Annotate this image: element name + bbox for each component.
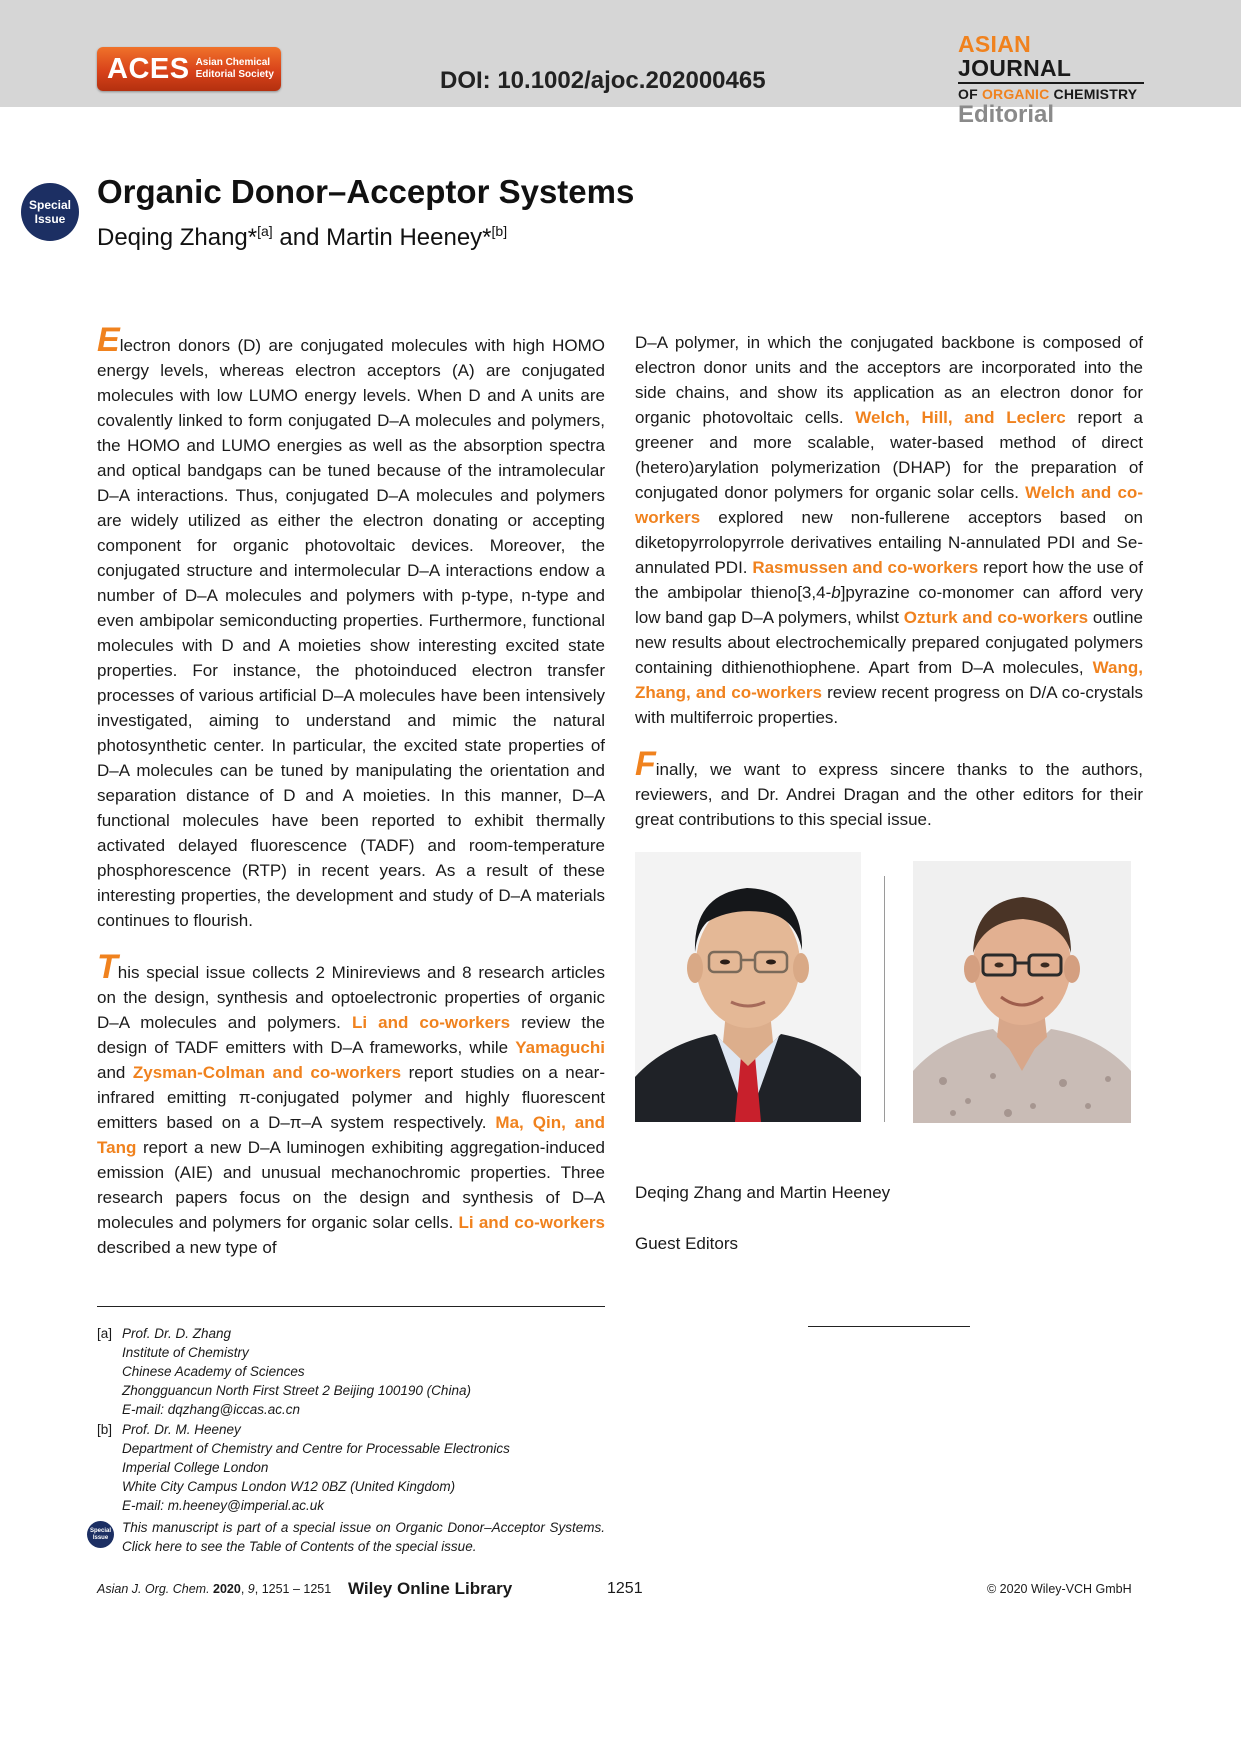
citation-journal: Asian J. Org. Chem. (97, 1582, 210, 1596)
aces-logo-sub-line1: Asian Chemical (195, 57, 271, 68)
paragraph-text: his special issue collects 2 Minireviews and 8 research articles on the design, synthesis and optoelectronic properties of organic D–A molecules and polymers. (97, 963, 605, 1032)
author-heeney[interactable]: Martin Heeney* (326, 224, 492, 251)
guest-editor-role: Guest Editors (635, 1234, 738, 1253)
paragraph-text: D–A polymer, in which the conjugated backbone is composed of electron donor units and the acceptors are incorporated into the side chains, and show its application as an electron donor for organic photovoltaic cells. (635, 333, 1143, 427)
drop-cap: F (635, 745, 656, 783)
author-heeney-affiliation: [b] (491, 223, 508, 239)
copyright: © 2020 Wiley-VCH GmbH (987, 1582, 1132, 1596)
footnote-rule (97, 1306, 605, 1307)
affiliation-email[interactable]: E-mail: dqzhang@iccas.ac.cn (122, 1402, 301, 1417)
journal-logo-journal: JOURNAL (958, 55, 1072, 81)
page-number: 1251 (607, 1580, 643, 1597)
paragraph-text: report a greener and more scalable, water-based method of direct (hetero)arylation polymerization (DHAP) for the preparation of conjugated donor polymers for organic solar cells. (635, 408, 1144, 502)
author-zhang[interactable]: Deqing Zhang* (97, 224, 258, 251)
photo-deqing-zhang (635, 852, 861, 1122)
author-conjunction: and (272, 224, 327, 251)
special-issue-badge-line1: Special (28, 198, 72, 212)
affiliation-a (97, 1324, 605, 1419)
article-reference-link[interactable]: Ozturk and co-workers (903, 608, 1089, 627)
portrait-illustration (913, 861, 1131, 1123)
article-reference-link[interactable]: Yamaguchi (515, 1038, 605, 1057)
paragraph-text: review recent progress on D/A co-crystals with multiferroic properties. (635, 683, 1143, 727)
affiliation-email[interactable]: E-mail: m.heeney@imperial.ac.uk (122, 1498, 325, 1513)
paragraph-intro (97, 321, 605, 933)
wiley-online-library-link[interactable]: Wiley Online Library (348, 1579, 513, 1598)
author-line (97, 223, 507, 252)
paragraph-text: report a new D–A luminogen exhibiting aggregation-induced emission (AIE) and unusual mechanochromic properties. Three research papers focus on the design and synthesis of D–A molecules and polymers for organic solar cells. (97, 1138, 605, 1232)
article-reference-link[interactable]: Li and co-workers (458, 1213, 605, 1232)
photo-martin-heeney (913, 861, 1131, 1123)
paragraph-text: review the design of TADF emitters with D–A frameworks, while (97, 1013, 606, 1057)
doi-link[interactable]: DOI: 10.1002/ajoc.202000465 (440, 67, 766, 94)
paragraph-text: report studies on a near-infrared emitting π-conjugated polymer and highly fluorescent emitters based on a D–π–A system respectively. (97, 1063, 605, 1132)
affiliation-tag: [a] (97, 1326, 113, 1341)
special-issue-icon-line1: Special (89, 1527, 111, 1534)
paragraph-text: report how the use of the ambipolar thieno[3,4- (635, 558, 1143, 602)
paragraph-issue-contents-continued (635, 330, 1143, 730)
aces-logo[interactable] (97, 47, 281, 91)
journal-logo-organic: ORGANIC (981, 86, 1050, 102)
journal-logo-asian: ASIAN (958, 31, 1032, 57)
affiliation-tag: [b] (97, 1422, 113, 1437)
affiliation-line: Chinese Academy of Sciences (122, 1364, 305, 1379)
paragraph-text: described a new type of (97, 1238, 277, 1257)
special-issue-badge[interactable] (21, 183, 79, 241)
article-title: Organic Donor–Acceptor Systems (97, 173, 635, 210)
special-issue-icon[interactable] (87, 1521, 114, 1548)
affiliation-b (97, 1420, 605, 1515)
article-reference-link[interactable]: Li and co-workers (351, 1013, 511, 1032)
affiliation-line: Institute of Chemistry (122, 1345, 249, 1360)
paragraph-text: and (97, 1063, 133, 1082)
affiliation-name: Prof. Dr. D. Zhang (122, 1326, 232, 1341)
portrait-illustration (635, 852, 861, 1122)
article-reference-link[interactable]: Ma, Qin, and Tang (97, 1113, 606, 1157)
photo-divider (884, 876, 885, 1122)
paragraph-text: ]pyrazine co-monomer can afford very low band gap D–A polymers, whilst (635, 583, 1144, 627)
affiliation-line: Zhongguancun North First Street 2 Beijing 100190 (China) (122, 1383, 471, 1398)
paragraph-intro-text: lectron donors (D) are conjugated molecules with high HOMO energy levels, whereas electron acceptors (A) are conjugated molecules with low LUMO energy levels. When D and A units are covalently linked to form conjugated D–A molecules and polymers, the HOMO and LUMO energies as well as the absorption spectra and optical bandgaps can be tuned because of the intramolecular D–A interactions. Thus, conjugated D–A molecules and polymers are widely utilized as either the electron donating or accepting component for organic photovoltaic devices. Moreover, the conjugated structure and intermolecular D–A interactions endow a number of D–A molecules and polymers with p-type, n-type and even ambipolar semiconducting properties. Furthermore, functional molecules with D and A moieties show interesting excited state properties. For instance, the photoinduced electron transfer processes of various artificial D–A molecules have been intensively investigated, aiming to understand and mimic the natural photosynthetic center. In particular, the excited state properties of D–A molecules can be tuned by manipulating the orientation and separation distance of D and A moieties. In this manner, D–A functional molecules have been reported to exhibit thermally activated delayed fluorescence (TADF) and room-temperature phosphorescence (RTP) in recent years. As a result of these interesting properties, the development and study of D–A materials continues to flourish. (97, 336, 605, 930)
paragraph-text: explored new non-fullerene acceptors based on diketopyrrolopyrrole derivatives entailing N-annulated PDI and Se-annulated PDI. (635, 508, 1143, 577)
special-issue-badge-line2: Issue (34, 212, 66, 226)
citation-pages: , 1251 – 1251 (254, 1582, 332, 1596)
article-type-label: Editorial (958, 101, 1055, 128)
signature-rule (808, 1326, 970, 1327)
affiliation-name: Prof. Dr. M. Heeney (122, 1422, 241, 1437)
italic-text: b (831, 583, 841, 602)
journal-logo-rule (958, 82, 1144, 84)
affiliation-line: Imperial College London (122, 1460, 269, 1475)
citation-volume: 9 (247, 1582, 255, 1596)
paragraph-issue-contents (97, 948, 606, 1260)
aces-logo-word: ACES (107, 52, 190, 85)
article-reference-link[interactable]: Welch, Hill, and Leclerc (855, 408, 1066, 427)
affiliation-line: Department of Chemistry and Centre for Processable Electronics (122, 1441, 510, 1456)
paragraph-text: outline new results about electrochemically prepared conjugated polymers containing dithienothiophene. Apart from D–A molecules, (635, 608, 1143, 677)
journal-logo[interactable] (958, 32, 1148, 127)
citation: Asian J. Org. Chem. 2020, 9, 1251 – 1251 (97, 1582, 332, 1596)
author-zhang-affiliation: [a] (257, 223, 273, 239)
article-reference-link[interactable]: Wang, Zhang, and co-workers (635, 658, 1143, 702)
body-column-left (97, 321, 606, 1284)
article-reference-link[interactable]: Rasmussen and co-workers (752, 558, 979, 577)
body-column-right (635, 330, 1143, 856)
guest-editor-names: Deqing Zhang and Martin Heeney (635, 1183, 891, 1202)
journal-logo-of: OF (958, 86, 978, 102)
special-issue-icon-line2: Issue (92, 1534, 109, 1541)
aces-logo-subtitle (196, 57, 274, 81)
article-reference-link[interactable]: Zysman-Colman and co-workers (132, 1063, 402, 1082)
drop-cap: T (97, 948, 118, 986)
citation-year: 2020 (213, 1582, 241, 1596)
journal-logo-chemistry: CHEMISTRY (1053, 86, 1138, 102)
affiliation-line: White City Campus London W12 0BZ (United Kingdom) (122, 1479, 456, 1494)
special-issue-note-link[interactable]: This manuscript is part of a special issue on Organic Donor–Acceptor Systems. Click here to see the Table of Contents of the special issue. (122, 1520, 605, 1554)
article-reference-link[interactable]: Welch and co-workers (635, 483, 1143, 527)
drop-cap: E (97, 321, 120, 359)
paragraph-acknowledgements (635, 745, 1143, 832)
paragraph-acknowledgements-text: inally, we want to express sincere thanks to the authors, reviewers, and Dr. Andrei Dragan and the other editors for their great contributions to this special issue. (635, 760, 1143, 829)
aces-logo-sub-line2: Editorial Society (195, 69, 274, 80)
